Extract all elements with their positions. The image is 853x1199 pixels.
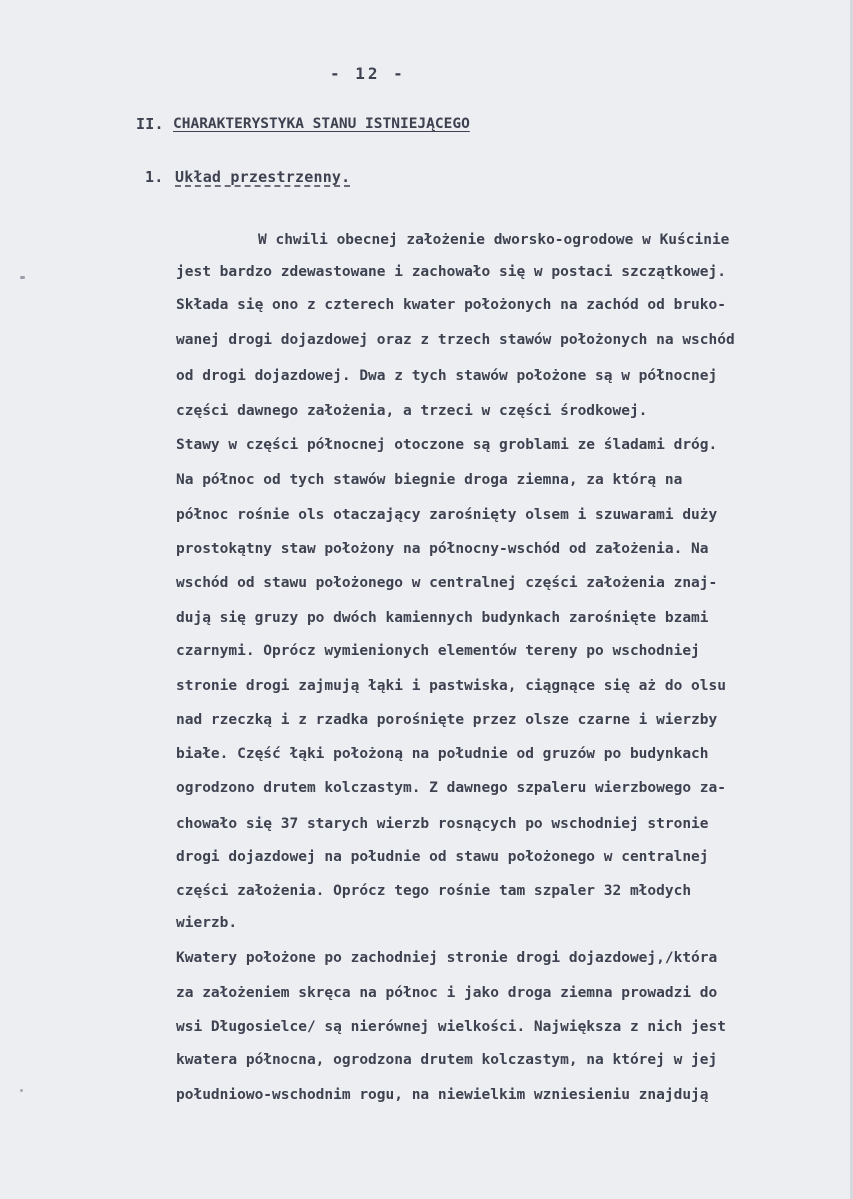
body-line: chowało się 37 starych wierzb rosnących po wschodniej stronie	[176, 816, 709, 832]
body-line: Kwatery położone po zachodniej stronie drogi dojazdowej,/która	[176, 950, 718, 966]
body-line: części założenia. Oprócz tego rośnie tam szpaler 32 młodych	[176, 883, 692, 899]
body-line: jest bardzo zdewastowane i zachowało się w postaci szczątkowej.	[176, 264, 726, 280]
body-line: Składa się ono z czterech kwater położonych na zachód od bruko-	[176, 297, 726, 313]
body-line: południowo-wschodnim rogu, na niewielkim wzniesieniu znajdują	[176, 1087, 709, 1103]
body-line: wanej drogi dojazdowej oraz z trzech stawów położonych na wschód	[176, 332, 735, 348]
body-line: nad rzeczką i z rzadka porośnięte przez olsze czarne i wierzby	[176, 712, 718, 728]
body-line: wsi Długosielce/ są nierównej wielkości. Największa z nich jest	[176, 1019, 726, 1035]
body-line: od drogi dojazdowej. Dwa z tych stawów położone są w północnej	[176, 368, 718, 384]
body-line: czarnymi. Oprócz wymienionych elementów tereny po wschodniej	[176, 643, 700, 659]
subsection-title: Układ przestrzenny.	[175, 168, 351, 186]
margin-mark	[20, 276, 25, 279]
body-line: stronie drogi zajmują łąki i pastwiska, ciągnące się aż do olsu	[176, 678, 726, 694]
body-line: drogi dojazdowej na południe od stawu położonego w centralnej	[176, 849, 709, 865]
body-line: wschód od stawu położonego w centralnej części założenia znaj-	[176, 575, 718, 591]
body-line: wierzb.	[176, 915, 238, 931]
margin-dot	[20, 1089, 23, 1092]
body-line: ogrodzono drutem kolczastym. Z dawnego szpaleru wierzbowego za-	[176, 780, 726, 796]
body-line: Stawy w części północnej otoczone są groblami ze śladami dróg.	[176, 437, 718, 453]
section-title: CHARAKTERYSTYKA STANU ISTNIEJĄCEGO	[173, 116, 470, 132]
body-line: kwatera północna, ogrodzona drutem kolczastym, na której w jej	[176, 1052, 718, 1068]
body-line: części dawnego założenia, a trzeci w części środkowej.	[176, 403, 648, 419]
body-line: północ rośnie ols otaczający zarośnięty olsem i szuwarami duży	[176, 507, 718, 523]
body-line: W chwili obecnej założenie dworsko-ogrodowe w Kuścinie	[258, 232, 730, 248]
body-line: dują się gruzy po dwóch kamiennych budynkach zarośnięte bzami	[176, 610, 709, 626]
page-number: - 12 -	[330, 64, 406, 83]
body-line: za założeniem skręca na północ i jako droga ziemna prowadzi do	[176, 985, 718, 1001]
body-line: prostokątny staw położony na północny-wschód od założenia. Na	[176, 541, 709, 557]
subsection-numeral: 1.	[145, 168, 164, 186]
section-numeral: II.	[136, 115, 164, 133]
body-line: białe. Część łąki położoną na południe od gruzów po budynkach	[176, 746, 709, 762]
body-line: Na północ od tych stawów biegnie droga ziemna, za którą na	[176, 472, 683, 488]
